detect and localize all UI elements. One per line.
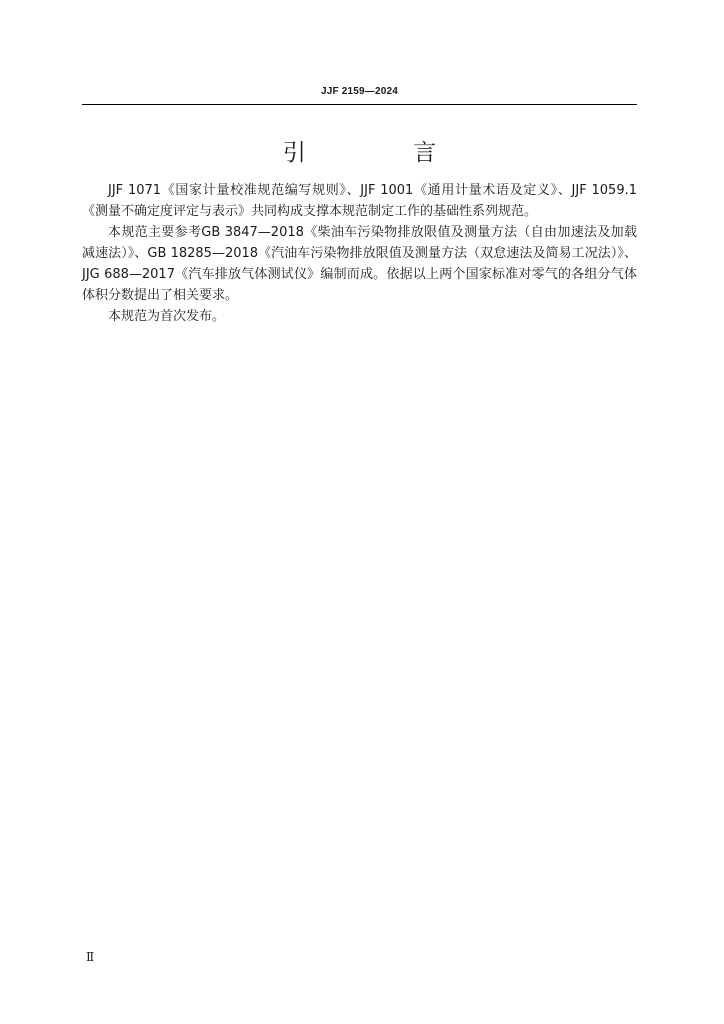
body-text [82, 180, 637, 327]
paragraph-1: JJF 1071《国家计量校准规范编写规则》、JJF 1001《通用计量术语及定义》、JJF 1059.1《测量不确定度评定与表示》共同构成支撑本规范制定工作的基础性系列规范。 [82, 183, 637, 219]
section-title: 引 言 [282, 140, 487, 166]
document-code-header: JJF 2159—2024 [320, 86, 399, 97]
page-number: Ⅱ [86, 950, 95, 964]
paragraph-2: 本规范主要参考GB 3847—2018《柴油车污染物排放限值及测量方法（自由加速法及加载减速法）》、GB 18285—2018《汽油车污染物排放限值及测量方法（双怠速法及简易工况法）》、JJG 688—2017《汽车排放气体测试仪》编制而成。依据以上两个国家标准对零气的各组分气体体积分数提出了相关要求。 [82, 225, 637, 303]
paragraph-3: 本规范为首次发布。 [108, 309, 226, 324]
header-rule-divider [82, 104, 637, 105]
